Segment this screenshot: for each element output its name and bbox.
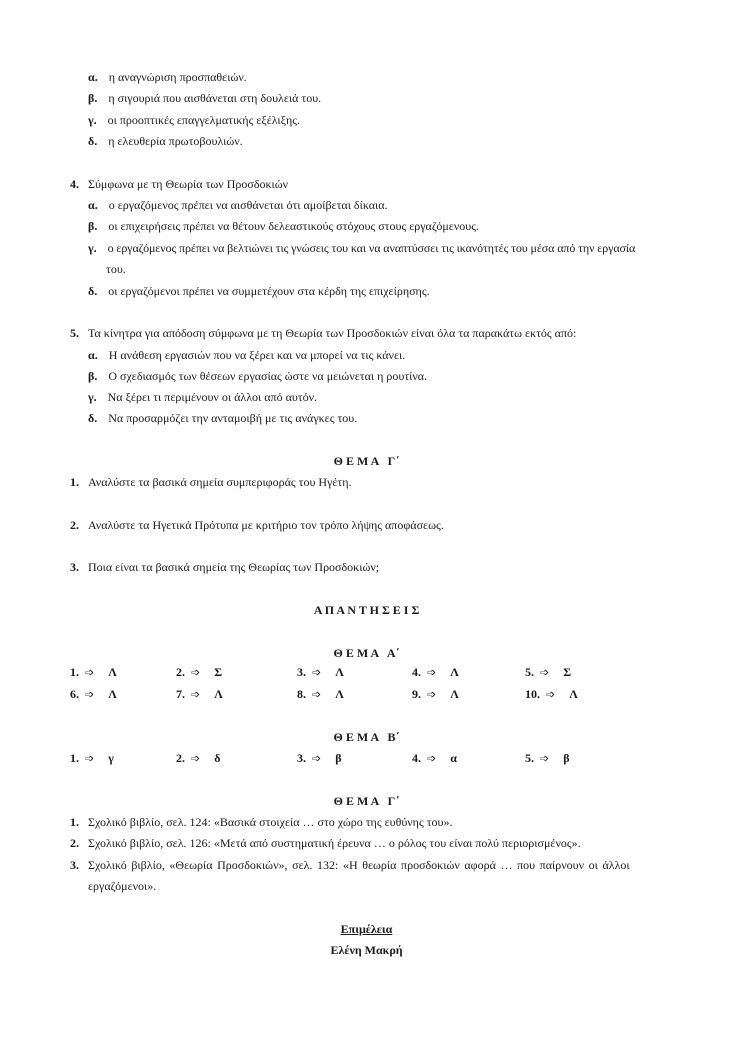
arrow-right-icon: ➩	[85, 753, 95, 765]
answers-b-heading: Θ Ε Μ Α Β΄	[333, 730, 400, 744]
answer-number: 6.	[70, 687, 79, 701]
thema-b-answer-5	[525, 750, 570, 767]
answer-value: δ	[214, 751, 221, 765]
thema-a-answer-6	[70, 686, 117, 703]
answer-number: 10.	[525, 687, 540, 701]
answers-g-item-1: 1. Σχολικό βιβλίο, σελ. 124: «Βασικά στοιχεία … στο χώρο της ευθύνης του».	[70, 815, 453, 829]
answer-value: Σ	[563, 665, 572, 679]
arrow-right-icon: ➩	[191, 753, 201, 765]
answers-g-heading: Θ Ε Μ Α Γ΄	[333, 794, 400, 808]
q3-option-b: β. η σιγουριά που αισθάνεται στη δουλειά του.	[88, 91, 322, 105]
arrow-right-icon: ➩	[427, 689, 437, 701]
thema-a-answer-4	[412, 664, 459, 681]
thema-g-question-2: 2. Αναλύστε τα Ηγετικά Πρότυπα με κριτήριο τον τρόπο λήψης αποφάσεως.	[70, 518, 444, 532]
q3-option-a: α. η αναγνώριση προσπαθειών.	[88, 70, 247, 84]
arrow-right-icon: ➩	[312, 753, 322, 765]
answers-heading: Α Π Α Ν Τ Η Σ Ε Ι Σ	[313, 603, 420, 617]
answer-number: 1.	[70, 751, 79, 765]
answer-number: 7.	[176, 687, 185, 701]
q4-option-b: β. οι επιχειρήσεις πρέπει να θέτουν δελεαστικούς στόχους στους εργαζόμενους.	[88, 219, 479, 233]
answer-value: Λ	[335, 665, 344, 679]
answer-number: 5.	[525, 665, 534, 679]
answer-number: 5.	[525, 751, 534, 765]
answer-number: 9.	[412, 687, 421, 701]
answer-number: 4.	[412, 751, 421, 765]
q5-option-c: γ. Να ξέρει τι περιμένουν οι άλλοι από αυτόν.	[88, 390, 318, 404]
thema-a-answer-5	[525, 664, 571, 681]
answers-g-item-3: 3. Σχολικό βιβλίο, «Θεωρία Προσδοκιών», σελ. 132: «Η θεωρία προσδοκιών αφορά … που παίρνουν οι άλλοι	[70, 858, 630, 872]
q4-option-a: α. ο εργαζόμενος πρέπει να αισθάνεται ότι αμοίβεται δίκαια.	[88, 198, 388, 212]
thema-a-answer-1	[70, 664, 117, 681]
q5-option-a: α. Η ανάθεση εργασιών που να ξέρει και να μπορεί να τις κάνει.	[88, 348, 406, 362]
answer-value: Λ	[108, 665, 117, 679]
arrow-right-icon: ➩	[427, 753, 437, 765]
thema-a-answer-9	[412, 686, 459, 703]
answer-value: Λ	[214, 687, 223, 701]
arrow-right-icon: ➩	[427, 667, 437, 679]
thema-g-question-3: 3. Ποια είναι τα βασικά σημεία της Θεωρίας των Προσδοκιών;	[70, 560, 380, 574]
thema-b-answer-4	[412, 750, 457, 767]
answers-a-heading: Θ Ε Μ Α Α΄	[333, 646, 400, 660]
thema-a-answer-7	[176, 686, 223, 703]
thema-a-answer-2	[176, 664, 222, 681]
arrow-right-icon: ➩	[85, 667, 95, 679]
thema-g-question-1: 1. Αναλύστε τα βασικά σημεία συμπεριφοράς του Ηγέτη.	[70, 475, 352, 489]
thema-b-answer-3	[297, 750, 342, 767]
thema-b-answer-2	[176, 750, 220, 767]
answer-value: Λ	[450, 687, 459, 701]
answer-number: 4.	[412, 665, 421, 679]
answer-number: 8.	[297, 687, 306, 701]
arrow-right-icon: ➩	[85, 689, 95, 701]
q4-option-c-cont: του.	[106, 262, 126, 276]
answer-number: 2.	[176, 751, 185, 765]
footer-author: Ελένη Μακρή	[330, 943, 403, 957]
arrow-right-icon: ➩	[312, 667, 322, 679]
answer-value: Λ	[569, 687, 578, 701]
answer-number: 2.	[176, 665, 185, 679]
footer-label: Επιμέλεια	[340, 922, 393, 936]
q5-option-b: β. Ο σχεδιασμός των θέσεων εργασίας ώστε να μειώνεται η ρουτίνα.	[88, 369, 428, 383]
thema-a-answer-10	[525, 686, 578, 703]
q3-option-c: γ. οι προοπτικές επαγγελματικής εξέλιξης.	[88, 113, 301, 127]
answers-g-item-3-cont: εργαζόμενοι».	[88, 879, 157, 893]
arrow-right-icon: ➩	[540, 753, 550, 765]
arrow-right-icon: ➩	[540, 667, 550, 679]
arrow-right-icon: ➩	[312, 689, 322, 701]
q5-option-d: δ. Να προσαρμόζει την ανταμοιβή με τις ανάγκες του.	[88, 411, 358, 425]
answer-value: γ	[108, 751, 114, 765]
thema-a-answer-3	[297, 664, 344, 681]
q5-stem: 5. Τα κίνητρα για απόδοση σύμφωνα με τη Θεωρία των Προσδοκιών είναι όλα τα παρακάτω εκτός από:	[70, 326, 577, 340]
answer-number: 3.	[297, 751, 306, 765]
answers-g-item-2: 2. Σχολικό βιβλίο, σελ. 126: «Μετά από συστηματική έρευνα … ο ρόλος του είναι πολύ περιορισμένος».	[70, 836, 581, 850]
answer-value: Σ	[214, 665, 223, 679]
answer-number: 1.	[70, 665, 79, 679]
thema-g-heading: Θ Ε Μ Α Γ΄	[333, 454, 400, 468]
arrow-right-icon: ➩	[191, 667, 201, 679]
thema-b-answer-1	[70, 750, 114, 767]
arrow-right-icon: ➩	[546, 689, 556, 701]
answer-value: Λ	[335, 687, 344, 701]
q4-stem: 4. Σύμφωνα με τη Θεωρία των Προσδοκιών	[70, 177, 289, 191]
answer-number: 3.	[297, 665, 306, 679]
answer-value: Λ	[108, 687, 117, 701]
answer-value: α	[450, 751, 457, 765]
answer-value: β	[335, 751, 342, 765]
thema-a-answer-8	[297, 686, 344, 703]
answer-value: Λ	[450, 665, 459, 679]
q4-option-c: γ. ο εργαζόμενος πρέπει να βελτιώνει τις γνώσεις του και να αναπτύσσει τις ικανότητές του μέσα από την εργασία	[88, 241, 636, 255]
answer-value: β	[563, 751, 570, 765]
q4-option-d: δ. οι εργαζόμενοι πρέπει να συμμετέχουν στα κέρδη της επιχείρησης.	[88, 284, 430, 298]
arrow-right-icon: ➩	[191, 689, 201, 701]
q3-option-d: δ. η ελευθερία πρωτοβουλιών.	[88, 134, 243, 148]
